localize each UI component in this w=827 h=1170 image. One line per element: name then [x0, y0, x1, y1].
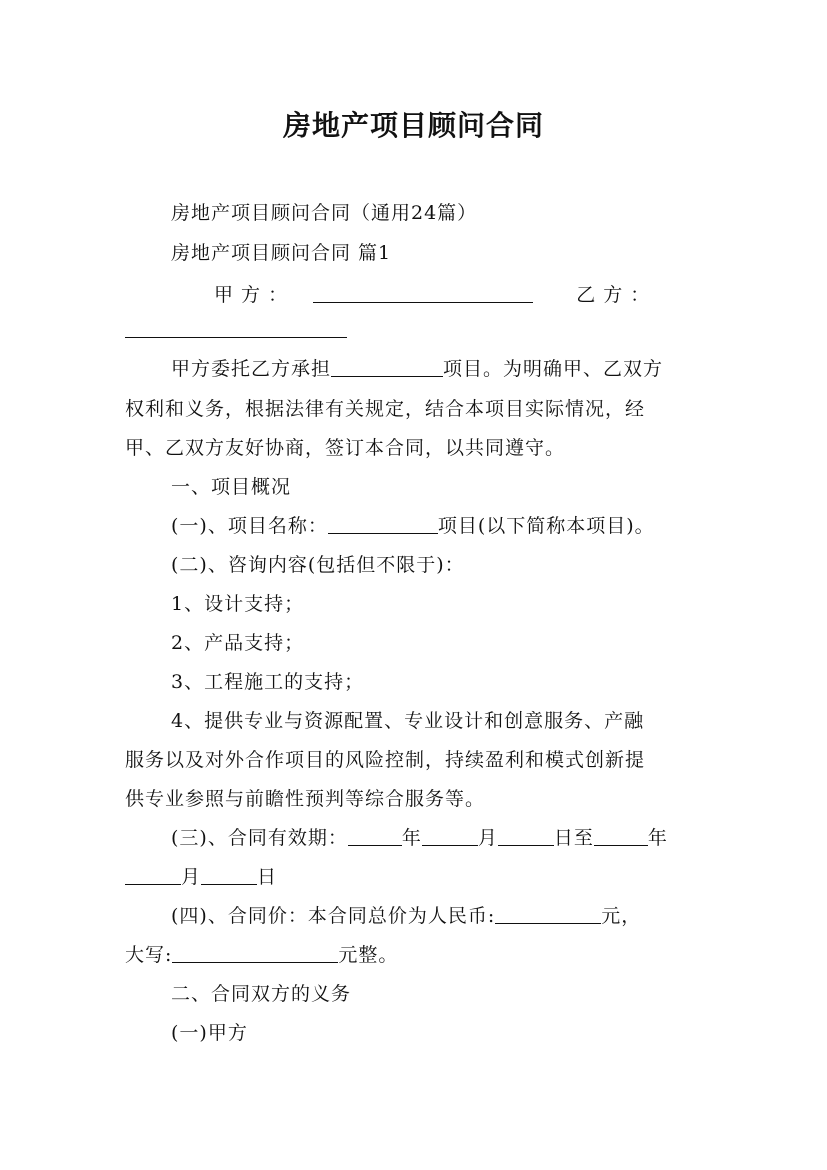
party-a-label: 甲 方 ： [214, 284, 289, 306]
list-item-4-line-3: 供专业参照与前瞻性预判等综合服务等。 [125, 788, 486, 810]
document-subtitle: 房地产项目顾问合同（通用24篇） [171, 202, 478, 224]
document-title: 房地产项目顾问合同 [282, 109, 544, 142]
item4-line [171, 901, 641, 928]
intro-line-2: 权利和义务，根据法律有关规定，结合本项目实际情况，经 [125, 398, 646, 420]
item1-text-2: 项目(以下简称本项目)。 [437, 515, 655, 537]
intro-project-blank [331, 357, 443, 377]
uppercase-unit: 元整。 [338, 944, 399, 966]
list-item-1: 1、设计支持； [171, 593, 305, 615]
year-label: 年 [401, 827, 422, 849]
intro-text-1: 甲方委托乙方承担 [171, 358, 332, 380]
price-blank [495, 904, 601, 924]
party-line [214, 280, 650, 307]
end-year-blank [594, 826, 648, 846]
project-name-blank [328, 514, 438, 534]
item2-line: (二)、咨询内容(包括但不限于)： [171, 554, 465, 576]
item4-text: (四)、合同价：本合同总价为人民币: [171, 905, 496, 927]
end-day-label: 日 [257, 866, 278, 888]
intro-line-1 [171, 354, 663, 381]
party-b-label: 乙 方 ： [576, 284, 651, 306]
list-item-2: 2、产品支持； [171, 632, 305, 654]
end-year-label: 年 [647, 827, 668, 849]
intro-line-3: 甲、乙双方友好协商，签订本合同，以共同遵守。 [125, 437, 566, 459]
section-heading: 房地产项目顾问合同 篇1 [171, 242, 392, 264]
month-label: 月 [477, 827, 498, 849]
end-day-blank [201, 865, 257, 885]
end-month-label: 月 [181, 866, 202, 888]
item1-text-1: (一)、项目名称： [171, 515, 328, 537]
start-day-blank [498, 826, 554, 846]
end-month-blank [125, 865, 181, 885]
party-b-blank [125, 318, 347, 338]
intro-text-2: 项目。为明确甲、乙双方 [443, 358, 664, 380]
party-a-subheading: (一)甲方 [171, 1022, 248, 1044]
list-item-4-line-1: 4、提供专业与资源配置、专业设计和创意服务、产融 [171, 710, 645, 732]
sec1-heading: 一、项目概况 [171, 476, 292, 498]
uppercase-label: 大写: [125, 944, 173, 966]
start-month-blank [422, 826, 478, 846]
party-b-blank-line [125, 318, 347, 341]
start-year-blank [348, 826, 402, 846]
item3-line [171, 823, 668, 850]
item1-line [171, 511, 655, 538]
item3-line-2 [125, 862, 277, 889]
uppercase-price-blank [172, 943, 338, 963]
price-unit: 元， [601, 905, 642, 927]
list-item-4-line-2: 服务以及对外合作项目的风险控制，持续盈利和模式创新提 [125, 749, 646, 771]
item3-text: (三)、合同有效期： [171, 827, 348, 849]
list-item-3: 3、工程施工的支持； [171, 671, 365, 693]
day-to-label: 日至 [553, 827, 594, 849]
item4-line-2 [125, 940, 398, 967]
sec2-heading: 二、合同双方的义务 [171, 983, 352, 1005]
party-a-blank [313, 283, 533, 303]
